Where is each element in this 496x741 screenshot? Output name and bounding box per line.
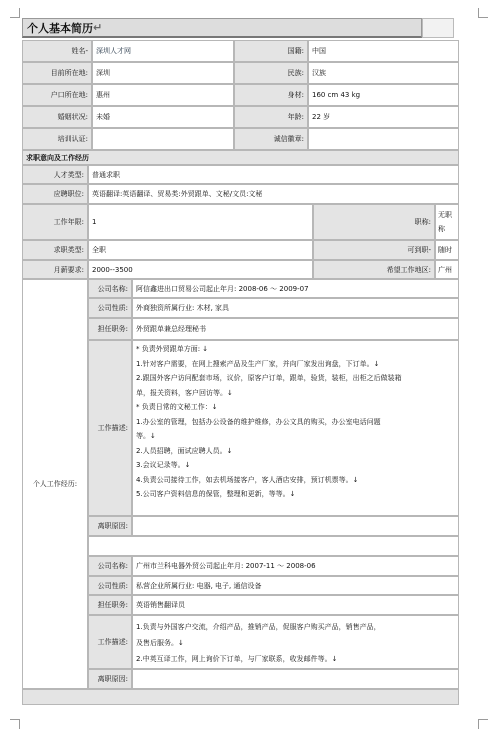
arrival-value-text: 随时 (438, 246, 452, 254)
job1-position-label (88, 318, 132, 340)
job-type-label (22, 240, 88, 260)
job-type-value (88, 240, 313, 260)
name-value-text: 深圳人才网 (96, 47, 131, 55)
job2-company-label (88, 556, 132, 576)
age-label-text: 年龄: (287, 113, 304, 121)
age-value (308, 106, 459, 128)
talent-type-label-text: 人才类型: (53, 170, 84, 179)
job-title-value-text: 无职称 (438, 211, 452, 233)
ethnic-label-text: 民族: (287, 69, 304, 77)
job1-description (132, 340, 459, 516)
job1-desc-line: 5.公司客户资料信息的保管，整理和更新，等等。↓ (136, 490, 296, 498)
page-title (22, 18, 422, 38)
job2-description (132, 615, 459, 669)
arrival-label-text: 可到职- (407, 246, 431, 254)
honesty-label-text: 诚信徽章: (273, 135, 304, 143)
job2-nature-label (88, 576, 132, 595)
job-title-value (435, 204, 459, 240)
work-years-label-text: 工作年限: (53, 218, 84, 226)
ethnic-value-text: 汉族 (312, 69, 326, 77)
work-history-label (22, 279, 88, 689)
job-spacer-row (88, 536, 459, 556)
job1-position-value (132, 318, 459, 340)
name-label (22, 40, 92, 62)
job1-desc-line: 4.负责公司接待工作，如去机场接客户，客人酒店安排，预订机票等。↓ (136, 475, 359, 484)
job1-description-label (88, 340, 132, 516)
job1-position-value-text: 外贸跟单兼总经理秘书 (136, 325, 206, 333)
work-years-value-text: 1 (92, 218, 97, 226)
job2-company-label-text: 公司名称: (97, 562, 128, 570)
job-title-label (313, 204, 435, 240)
marital-value-text: 未婚 (96, 113, 110, 121)
job1-nature-value-text: 外商独资所属行业: 木材, 家具 (136, 304, 230, 312)
work-history-label-text: 个人工作经历: (32, 480, 78, 488)
job2-desc-line: 及售后服务。↓ (136, 639, 184, 647)
job1-leave-value (132, 516, 459, 536)
job1-desc-line: * 负责日常的文秘工作：↓ (136, 403, 218, 411)
job1-leave-label (88, 516, 132, 536)
body-label (234, 84, 308, 106)
job2-nature-value-text: 私营企业所属行业: 电器, 电子, 通信设备 (136, 581, 262, 590)
job1-desc-line: 1.办公室的管理，包括办公设备的维护维修，办公文具的购买，办公室电话问题 (136, 417, 381, 426)
honesty-label (234, 128, 308, 150)
nationality-label-text: 国籍: (287, 47, 304, 55)
talent-type-value-text: 普通求职 (92, 170, 120, 179)
job2-company-value (132, 556, 459, 576)
job2-position-label-text: 担任职务: (97, 601, 128, 609)
work-years-label (22, 204, 88, 240)
job-type-label-text: 求职类型: (53, 246, 84, 254)
salary-value-text: 2000--3500 (92, 265, 133, 274)
salary-value (88, 260, 313, 279)
job1-company-value (132, 279, 459, 298)
job2-description-label (88, 615, 132, 669)
job2-nature-value (132, 576, 459, 595)
job1-company-value-text: 阿信鑫进出口贸易公司起止年月: 2008-06 ～ 2009-07 (136, 284, 309, 293)
location-value (92, 62, 234, 84)
hukou-value (92, 84, 234, 106)
talent-type-label (22, 165, 88, 184)
applied-position-label (22, 184, 88, 204)
job1-desc-line: 2.跟国外客户访问配套市场，议价，原客户订单，跟单，验货，装柜，出柜之后做装箱 (136, 374, 402, 382)
job1-leave-label-text: 离职原因: (97, 522, 128, 530)
page-title-text: 个人基本简历 (27, 21, 93, 35)
job1-nature-value (132, 298, 459, 318)
arrival-value (435, 240, 459, 260)
name-label-text: 姓名- (71, 47, 88, 55)
job2-leave-label (88, 669, 132, 689)
applied-position-value-text: 英语翻译:英语翻译、贸易类:外贸跟单、文秘/文员:文秘 (92, 190, 263, 198)
age-label (234, 106, 308, 128)
work-years-value (88, 204, 313, 240)
marital-label-text: 婚姻状况: (57, 113, 88, 121)
hukou-label (22, 84, 92, 106)
arrival-label (313, 240, 435, 260)
crop-mark-top-left (10, 8, 20, 18)
nationality-label (234, 40, 308, 62)
body-label-text: 身材: (287, 91, 304, 99)
location-label-text: 目前所在地: (50, 69, 88, 77)
job1-desc-line: 1.针对客户需要，在网上搜索产品及生产厂家，并向厂家发出询盘，下订单。↓ (136, 359, 380, 368)
job1-nature-label-text: 公司性质: (97, 304, 128, 312)
job2-position-value-text: 英语销售翻译员 (136, 601, 185, 609)
job1-position-label-text: 担任职务: (97, 325, 128, 333)
job2-nature-label-text: 公司性质: (97, 581, 128, 590)
table-footer-row (22, 689, 459, 705)
job1-desc-line: 等。↓ (136, 432, 156, 440)
job1-desc-line: 2.人员招聘，面试应聘人员。↓ (136, 446, 233, 455)
body-value (308, 84, 459, 106)
job1-nature-label (88, 298, 132, 318)
job-intent-section-title: 求职意向及工作经历 (26, 153, 89, 162)
job1-desc-line: * 负责外贸跟单方面: ↓ (136, 345, 209, 353)
job1-desc-line: 3.会议记录等。↓ (136, 461, 191, 469)
work-area-label-text: 希望工作地区: (386, 265, 431, 274)
location-label (22, 62, 92, 84)
job2-desc-line: 2.中英互译工作，网上询价下订单，与厂家联系，收发邮件等。↓ (136, 655, 338, 663)
title-filler-cell (422, 18, 454, 38)
training-value (92, 128, 234, 150)
work-area-value (435, 260, 459, 279)
work-area-label (313, 260, 435, 279)
paragraph-mark: ↵ (93, 21, 103, 34)
ethnic-value (308, 62, 459, 84)
job-intent-section-header (22, 150, 459, 165)
job-title-label-text: 职称: (414, 218, 431, 226)
nationality-value-text: 中国 (312, 47, 326, 55)
location-value-text: 深圳 (96, 69, 110, 77)
body-value-text: 160 cm 43 kg (312, 91, 361, 99)
job1-description-label-text: 工作描述: (97, 424, 128, 432)
job2-leave-value (132, 669, 459, 689)
training-label-text: 培训认证: (57, 135, 88, 143)
honesty-value (308, 128, 459, 150)
talent-type-value (88, 165, 459, 184)
work-area-value-text: 广州 (438, 265, 452, 274)
crop-mark-bottom-left (10, 719, 20, 729)
name-value (92, 40, 234, 62)
crop-mark-bottom-right (478, 719, 488, 729)
marital-label (22, 106, 92, 128)
age-value-text: 22 岁 (312, 113, 331, 121)
nationality-value (308, 40, 459, 62)
job1-company-label (88, 279, 132, 298)
job2-position-value (132, 595, 459, 615)
applied-position-label-text: 应聘职位: (53, 190, 84, 198)
ethnic-label (234, 62, 308, 84)
job2-desc-line: 1.负责与外国客户交流，介绍产品，推销产品，促服客户购买产品，销售产品， (136, 623, 381, 631)
job1-company-label-text: 公司名称: (97, 284, 128, 293)
marital-value (92, 106, 234, 128)
job2-company-value-text: 广州市兰科电器外贸公司起止年月: 2007-11 ～ 2008-06 (136, 562, 316, 570)
job2-position-label (88, 595, 132, 615)
applied-position-value (88, 184, 459, 204)
training-label (22, 128, 92, 150)
hukou-value-text: 惠州 (96, 91, 110, 99)
job2-description-label-text: 工作描述: (97, 638, 128, 646)
hukou-label-text: 户口所在地: (50, 91, 88, 99)
job2-leave-label-text: 离职原因: (97, 675, 128, 683)
job1-desc-line: 单，报关资料，客户回访等。↓ (136, 388, 233, 397)
crop-mark-top-right (478, 8, 488, 18)
job-type-value-text: 全职 (92, 246, 106, 254)
salary-label (22, 260, 88, 279)
salary-label-text: 月薪要求: (53, 265, 84, 274)
